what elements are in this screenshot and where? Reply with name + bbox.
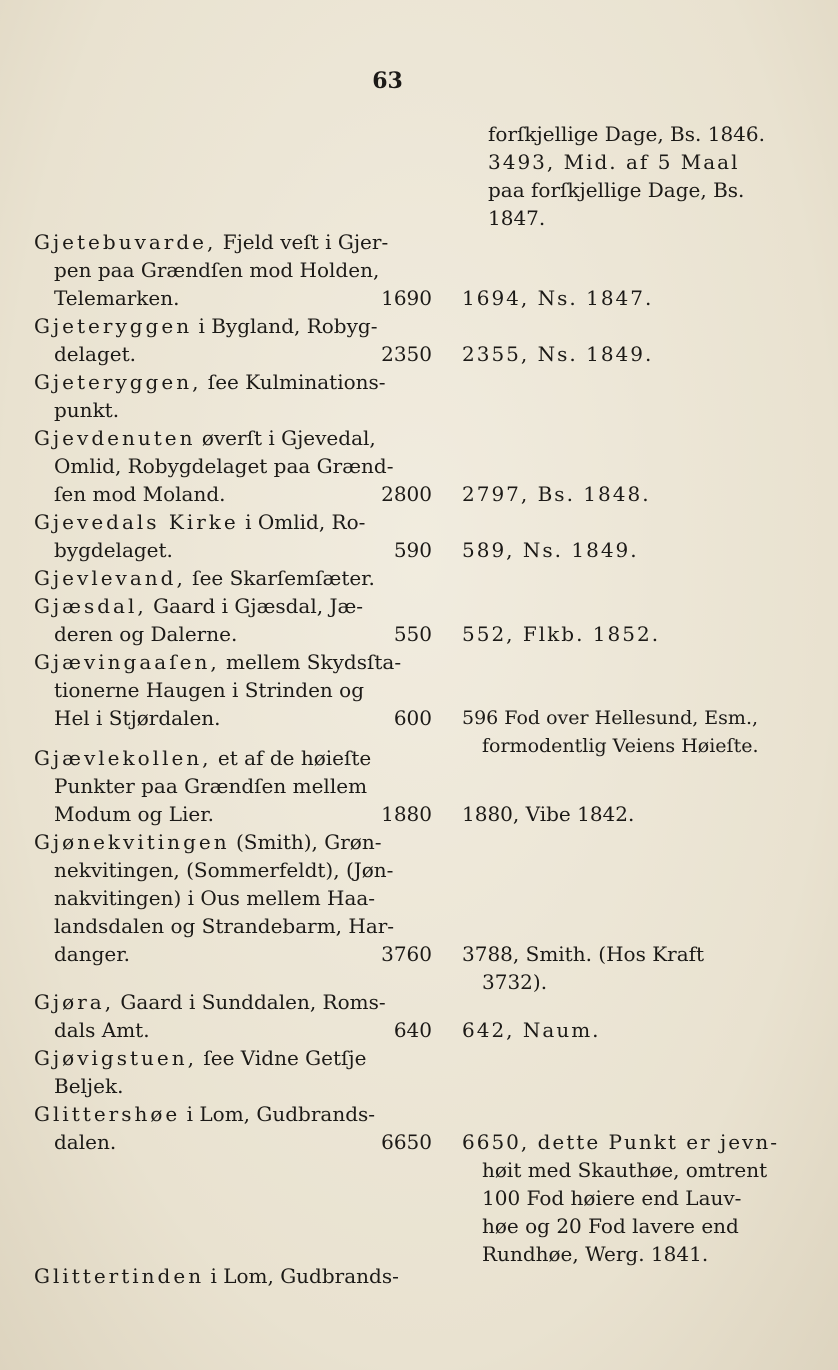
entry-height: 590 bbox=[393, 538, 432, 562]
entry-name: Gjeteryggen, bbox=[34, 370, 202, 394]
entry-height: 600 bbox=[393, 706, 432, 730]
source-line: formodentlig Veiens Høieſte. bbox=[482, 735, 759, 757]
entry-desc: et af de høieſte bbox=[217, 746, 372, 770]
entry-source bbox=[462, 1016, 762, 1044]
entry-name: Gjevlevand, bbox=[34, 566, 186, 590]
entry-term bbox=[34, 1100, 376, 1156]
entry-term bbox=[34, 648, 402, 732]
entry-term bbox=[34, 592, 369, 648]
entry-desc: dals Amt. bbox=[54, 1018, 150, 1042]
source-line: Rundhøe, Werg. 1841. bbox=[482, 1242, 709, 1266]
entry-desc: Beljek. bbox=[54, 1074, 124, 1098]
source-line: 6650, dette Punkt er jevn- bbox=[462, 1130, 779, 1154]
entry-source bbox=[462, 340, 762, 368]
entry-name: Gjevdenuten bbox=[34, 426, 196, 450]
entry-term bbox=[34, 1044, 369, 1100]
entry-desc: dalen. bbox=[54, 1130, 117, 1154]
entry-desc: Modum og Lier. bbox=[54, 802, 214, 826]
entry-desc: Punkter paa Grændſen mellem bbox=[54, 774, 368, 798]
entry-term bbox=[34, 988, 386, 1044]
entry-source bbox=[462, 284, 762, 312]
entry-source bbox=[462, 1128, 779, 1268]
entry-source bbox=[462, 940, 762, 996]
continuation-line: paa forſkjellige Dage, Bs. bbox=[488, 178, 745, 202]
entry-desc: i Lom, Gudbrands- bbox=[186, 1102, 376, 1126]
source-line: 552, Flkb. 1852. bbox=[462, 622, 661, 646]
entry-source bbox=[462, 620, 762, 648]
source-line: 3732). bbox=[482, 970, 548, 994]
entry-term bbox=[34, 228, 389, 312]
entry-name: Glittershøe bbox=[34, 1102, 181, 1126]
entry-desc: Hel i Stjørdalen. bbox=[54, 706, 221, 730]
entry-desc: landsdalen og Strandebarm, Har- bbox=[54, 914, 395, 938]
entry-height: 1880 bbox=[381, 802, 432, 826]
entry-name: Gjetebuvarde, bbox=[34, 230, 217, 254]
source-line: 2355, Ns. 1849. bbox=[462, 342, 654, 366]
entry-name: Gjøvigstuen, bbox=[34, 1046, 197, 1070]
entry-height: 1690 bbox=[381, 286, 432, 310]
source-line: 1880, Vibe 1842. bbox=[462, 802, 635, 826]
source-line: 3788, Smith. (Hos Kraft bbox=[462, 942, 705, 966]
entry-term bbox=[34, 744, 372, 828]
entry-name: Gjøra, bbox=[34, 990, 115, 1014]
entry-name: Gjevedals Kirke bbox=[34, 510, 239, 534]
entry-desc: Omlid, Robygdelaget paa Grænd- bbox=[54, 454, 394, 478]
entry-desc: øverſt i Gjevedal, bbox=[201, 426, 376, 450]
entry-source bbox=[462, 800, 762, 828]
entry-name: Gjeteryggen bbox=[34, 314, 193, 338]
entry-name: Gjævlekollen, bbox=[34, 746, 212, 770]
entry-name: Gjævingaaſen, bbox=[34, 650, 220, 674]
source-line: 596 Fod over Hellesund, Esm., bbox=[462, 707, 759, 729]
entry-desc: Telemarken. bbox=[54, 286, 180, 310]
entry-desc: tionerne Haugen i Strinden og bbox=[54, 678, 364, 702]
entry-desc: i Lom, Gudbrands- bbox=[210, 1264, 399, 1288]
entry-desc: punkt. bbox=[54, 398, 120, 422]
entry-name: Gjønekvitingen bbox=[34, 830, 230, 854]
entry-desc: ſee Vidne Getſje bbox=[203, 1046, 367, 1070]
source-line: 589, Ns. 1849. bbox=[462, 538, 639, 562]
entry-height: 640 bbox=[393, 1018, 432, 1042]
source-line: 100 Fod høiere end Lauv- bbox=[482, 1186, 742, 1210]
entry-desc: i Bygland, Robyg- bbox=[198, 314, 378, 338]
source-line: 2797, Bs. 1848. bbox=[462, 482, 651, 506]
source-line: høit med Skauthøe, omtrent bbox=[482, 1158, 768, 1182]
entry-term bbox=[34, 312, 378, 368]
continuation-line: forſkjellige Dage, Bs. 1846. bbox=[488, 122, 765, 146]
entry-height: 3760 bbox=[381, 942, 432, 966]
entry-desc: nakvitingen) i Ous mellem Haa- bbox=[54, 886, 376, 910]
entry-term bbox=[34, 368, 386, 424]
entry-source bbox=[462, 704, 762, 760]
entry-height: 550 bbox=[393, 622, 432, 646]
entry-desc: Fjeld veſt i Gjer- bbox=[222, 230, 389, 254]
entry-desc: bygdelaget. bbox=[54, 538, 173, 562]
source-line: høe og 20 Fod lavere end bbox=[482, 1214, 739, 1238]
entry-term bbox=[34, 828, 395, 968]
entry-desc: Gaard i Sunddalen, Roms- bbox=[120, 990, 386, 1014]
entry-desc: ſee Skarſemſæter. bbox=[192, 566, 375, 590]
source-line: 642, Naum. bbox=[462, 1018, 601, 1042]
entry-term bbox=[34, 508, 369, 564]
entry-desc: pen paa Grændſen mod Holden, bbox=[54, 258, 380, 282]
entry-name: Glittertinden bbox=[34, 1264, 205, 1288]
entry-name: Gjæsdal, bbox=[34, 594, 147, 618]
entry-desc: Gaard i Gjæsdal, Jæ- bbox=[153, 594, 364, 618]
entry-desc: mellem Skydsſta- bbox=[226, 650, 402, 674]
continuation-line: 1847. bbox=[488, 206, 546, 230]
entry-desc: delaget. bbox=[54, 342, 136, 366]
entry-desc: i Omlid, Ro- bbox=[245, 510, 366, 534]
entry-height: 6650 bbox=[381, 1130, 432, 1154]
entry-term bbox=[34, 424, 394, 508]
entry-term bbox=[34, 564, 375, 592]
entry-term bbox=[34, 1262, 399, 1290]
page-number: 63 bbox=[372, 68, 403, 94]
continuation-line: 3493, Mid. af 5 Maal bbox=[488, 150, 740, 174]
entry-desc: (Smith), Grøn- bbox=[235, 830, 382, 854]
entry-height: 2800 bbox=[381, 482, 432, 506]
source-line: 1694, Ns. 1847. bbox=[462, 286, 654, 310]
entry-height: 2350 bbox=[381, 342, 432, 366]
entry-source bbox=[462, 536, 762, 564]
entry-source bbox=[462, 480, 762, 508]
entry-desc: danger. bbox=[54, 942, 130, 966]
entry-desc: ſee Kulminations- bbox=[207, 370, 386, 394]
entry-desc: deren og Dalerne. bbox=[54, 622, 238, 646]
entry-desc: ſen mod Moland. bbox=[54, 482, 226, 506]
entry-desc: nekvitingen, (Sommerfeldt), (Jøn- bbox=[54, 858, 394, 882]
